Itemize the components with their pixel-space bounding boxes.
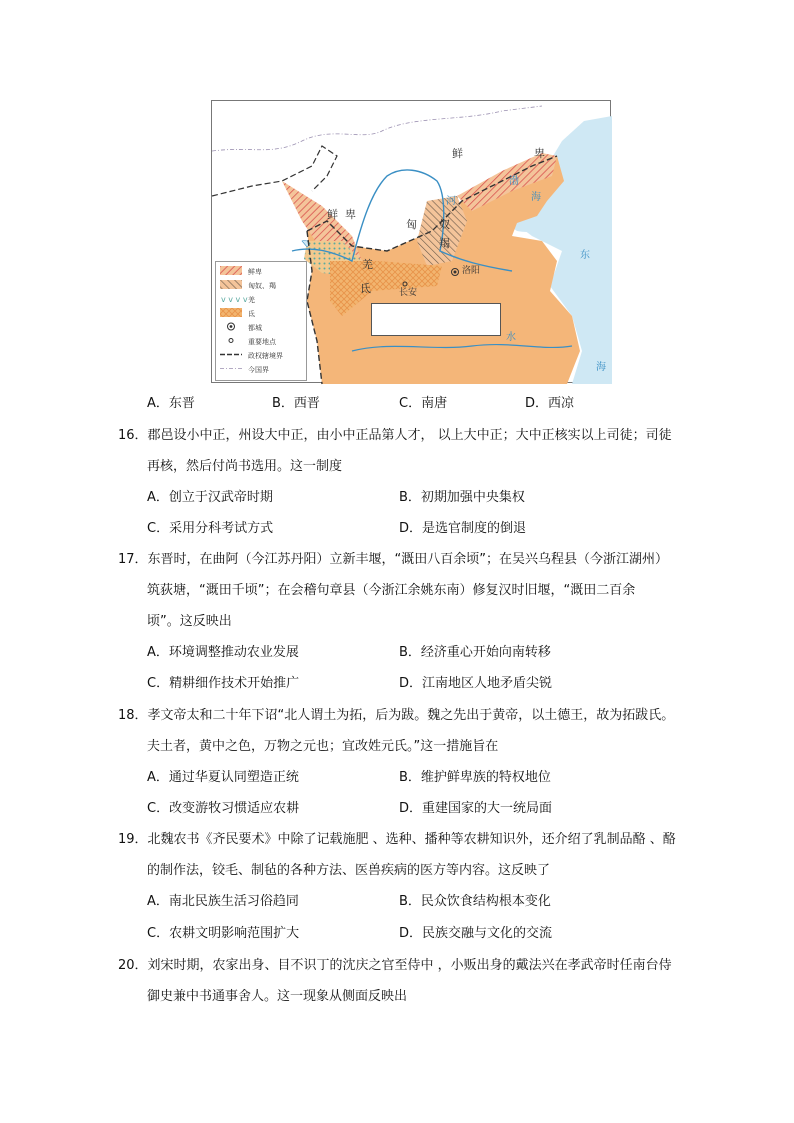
- q15-option-c[interactable]: [399, 397, 447, 410]
- legend-row-regime-border: [220, 350, 306, 362]
- option-text: 采用分科考试方式: [169, 521, 274, 536]
- option-text: 西晋: [293, 396, 320, 411]
- option-letter: D．: [525, 396, 549, 411]
- capital-icon: [220, 322, 242, 331]
- q17-option-a[interactable]: [147, 646, 299, 659]
- question-number: 16．: [118, 428, 148, 443]
- q16-option-c[interactable]: [147, 522, 273, 535]
- q17-option-c[interactable]: [147, 677, 299, 690]
- option-letter: A．: [147, 645, 169, 660]
- option-letter: C．: [147, 521, 170, 536]
- option-text: 南唐: [421, 396, 448, 411]
- q19-stem-line-2: 的制作法，铰毛、制毡的各种方法、医兽疾病的医方等内容。这反映了: [147, 863, 551, 878]
- legend-label: 羌: [248, 296, 255, 304]
- map-label-hai2: 海: [596, 362, 606, 373]
- question-number: 20．: [118, 958, 148, 973]
- option-letter: A．: [147, 396, 169, 411]
- q18-stem-line-2: 夫土者，黄中之色，万物之元也；宜改姓元氏。”这一措施旨在: [147, 739, 499, 754]
- option-letter: D．: [399, 926, 423, 941]
- option-letter: B．: [399, 645, 421, 660]
- option-letter: C．: [399, 396, 422, 411]
- q19-option-a[interactable]: [147, 895, 299, 908]
- q20-stem-line-2: 御史兼中书通事舍人。这一现象从侧面反映出: [147, 989, 408, 1004]
- map-label-jie: 羯: [439, 237, 450, 250]
- map-label-xianbei-west-2: 卑: [345, 208, 356, 221]
- legend-row-place: [220, 336, 306, 348]
- option-text: 经济重心开始向南转移: [420, 645, 551, 660]
- q20-stem-line-1: [118, 959, 672, 972]
- map-label-hai: 海: [531, 192, 541, 203]
- legend-label: 氐: [248, 310, 255, 318]
- question-text: 郡邑设小中正，州设大中正，由小中正品第人才， 以上大中正；大中正核实以上司徒；司徒: [147, 428, 672, 443]
- svg-text:v v v v: v v v v: [221, 295, 248, 304]
- map-label-xiongnu-1: 匈: [406, 218, 417, 231]
- q18-option-a[interactable]: [147, 771, 299, 784]
- legend-row-capital: [220, 322, 306, 334]
- option-letter: C．: [147, 926, 170, 941]
- legend-label: 今国界: [248, 366, 269, 374]
- option-letter: B．: [399, 770, 421, 785]
- option-text: 江南地区人地矛盾尖锐: [422, 676, 553, 691]
- option-text: 环境调整推动农业发展: [168, 645, 299, 660]
- option-text: 农耕文明影响范围扩大: [169, 926, 300, 941]
- map-label-bo: 渤: [509, 176, 519, 187]
- q18-option-b[interactable]: [399, 771, 551, 784]
- map-label-xianbei-north-1: 鲜: [452, 147, 463, 160]
- place-icon: [220, 336, 242, 345]
- question-text: 刘宋时期，农家出身、目不识丁的沈庆之官至侍中 ，小贩出身的戴法兴在孝武帝时任南台侍: [147, 958, 672, 973]
- legend-row-modern-border: [220, 364, 306, 376]
- option-letter: A．: [147, 894, 169, 909]
- option-text: 维护鲜卑族的特权地位: [420, 770, 551, 785]
- map-label-di: 氐: [360, 282, 371, 295]
- q17-option-b[interactable]: [399, 646, 551, 659]
- answer-blank-box: [371, 303, 501, 336]
- legend-row-xiongnu-jie: [220, 280, 306, 292]
- option-letter: A．: [147, 770, 169, 785]
- q17-stem-line-2: 筑荻塘，“溉田千顷”；在会稽句章县（今浙江余姚东南）修复汉时旧堰，“溉田二百余: [147, 583, 636, 598]
- question-text: 孝文帝太和二十年下诏“北人谓土为拓，后为跋。魏之先出于黄帝，以土德王，故为拓跋氏。: [147, 708, 675, 723]
- option-letter: C．: [147, 801, 170, 816]
- legend-label: 鲜卑: [248, 268, 262, 276]
- option-text: 西凉: [548, 396, 575, 411]
- q18-option-d[interactable]: [399, 802, 552, 815]
- q15-option-d[interactable]: [525, 397, 574, 410]
- q19-stem-line-1: [118, 833, 676, 846]
- map-label-he: 河: [446, 196, 456, 207]
- q17-option-d[interactable]: [399, 677, 552, 690]
- option-letter: B．: [399, 894, 421, 909]
- legend-label: 都城: [248, 324, 262, 332]
- q15-option-b[interactable]: [272, 397, 320, 410]
- map-label-xianbei-west-1: 鲜: [327, 208, 338, 221]
- q17-stem-line-1: [118, 553, 668, 566]
- q16-option-d[interactable]: [399, 522, 526, 535]
- q16-stem-line-1: [118, 429, 672, 442]
- option-text: 通过华夏认同塑造正统: [168, 770, 299, 785]
- q16-stem-line-2: 再核，然后付尚书选用。这一制度: [147, 459, 343, 474]
- map-label-xiongnu-2: 奴: [439, 218, 450, 231]
- option-text: 改变游牧习惯适应农耕: [169, 801, 300, 816]
- legend-row-xianbei: [220, 266, 306, 278]
- q16-option-b[interactable]: [399, 491, 525, 504]
- option-text: 南北民族生活习俗趋同: [168, 894, 299, 909]
- option-letter: D．: [399, 801, 423, 816]
- map-label-dong: 东: [580, 250, 590, 261]
- q15-option-a[interactable]: [147, 397, 195, 410]
- legend-label: 政权辖境界: [248, 352, 283, 360]
- option-text: 精耕细作技术开始推广: [169, 676, 300, 691]
- map-legend: [215, 261, 307, 381]
- map-label-shui: 水: [506, 332, 516, 343]
- question-text: 东晋时，在曲阿（今江苏丹阳）立新丰堰，“溉田八百余顷”；在吴兴乌程县（今浙江湖州）: [147, 552, 669, 567]
- option-letter: D．: [399, 676, 423, 691]
- option-text: 初期加强中央集权: [420, 490, 525, 505]
- q19-option-d[interactable]: [399, 927, 552, 940]
- q19-option-b[interactable]: [399, 895, 551, 908]
- option-text: 创立于汉武帝时期: [168, 490, 273, 505]
- legend-row-di: [220, 308, 306, 320]
- question-number: 17．: [118, 552, 148, 567]
- map-label-luoyang: 洛阳: [462, 266, 481, 276]
- question-number: 19．: [118, 832, 148, 847]
- historical-map: [211, 100, 611, 383]
- option-text: 东晋: [168, 396, 195, 411]
- question-text: 北魏农书《齐民要术》中除了记载施肥 、选种、播种等农耕知识外，还介绍了乳制品酪 、酪: [147, 832, 676, 847]
- q18-option-c[interactable]: [147, 802, 299, 815]
- option-letter: A．: [147, 490, 169, 505]
- q19-option-c[interactable]: [147, 927, 299, 940]
- option-letter: B．: [399, 490, 421, 505]
- option-text: 民族交融与文化的交流: [422, 926, 553, 941]
- q16-option-a[interactable]: [147, 491, 273, 504]
- map-label-changan: 长安: [399, 288, 418, 298]
- legend-label: 重要地点: [248, 338, 276, 346]
- map-label-xianbei-north-2: 卑: [534, 147, 545, 160]
- option-text: 重建国家的大一统局面: [422, 801, 553, 816]
- option-text: 是选官制度的倒退: [422, 521, 527, 536]
- q17-stem-line-3: 顷”。这反映出: [147, 614, 232, 629]
- option-letter: B．: [272, 396, 294, 411]
- option-letter: C．: [147, 676, 170, 691]
- q18-stem-line-1: [118, 709, 674, 722]
- option-letter: D．: [399, 521, 423, 536]
- map-label-qiang: 羌: [362, 258, 373, 271]
- legend-row-qiang: [220, 294, 306, 306]
- question-number: 18．: [118, 708, 148, 723]
- legend-label: 匈奴、羯: [248, 282, 276, 290]
- option-text: 民众饮食结构根本变化: [420, 894, 551, 909]
